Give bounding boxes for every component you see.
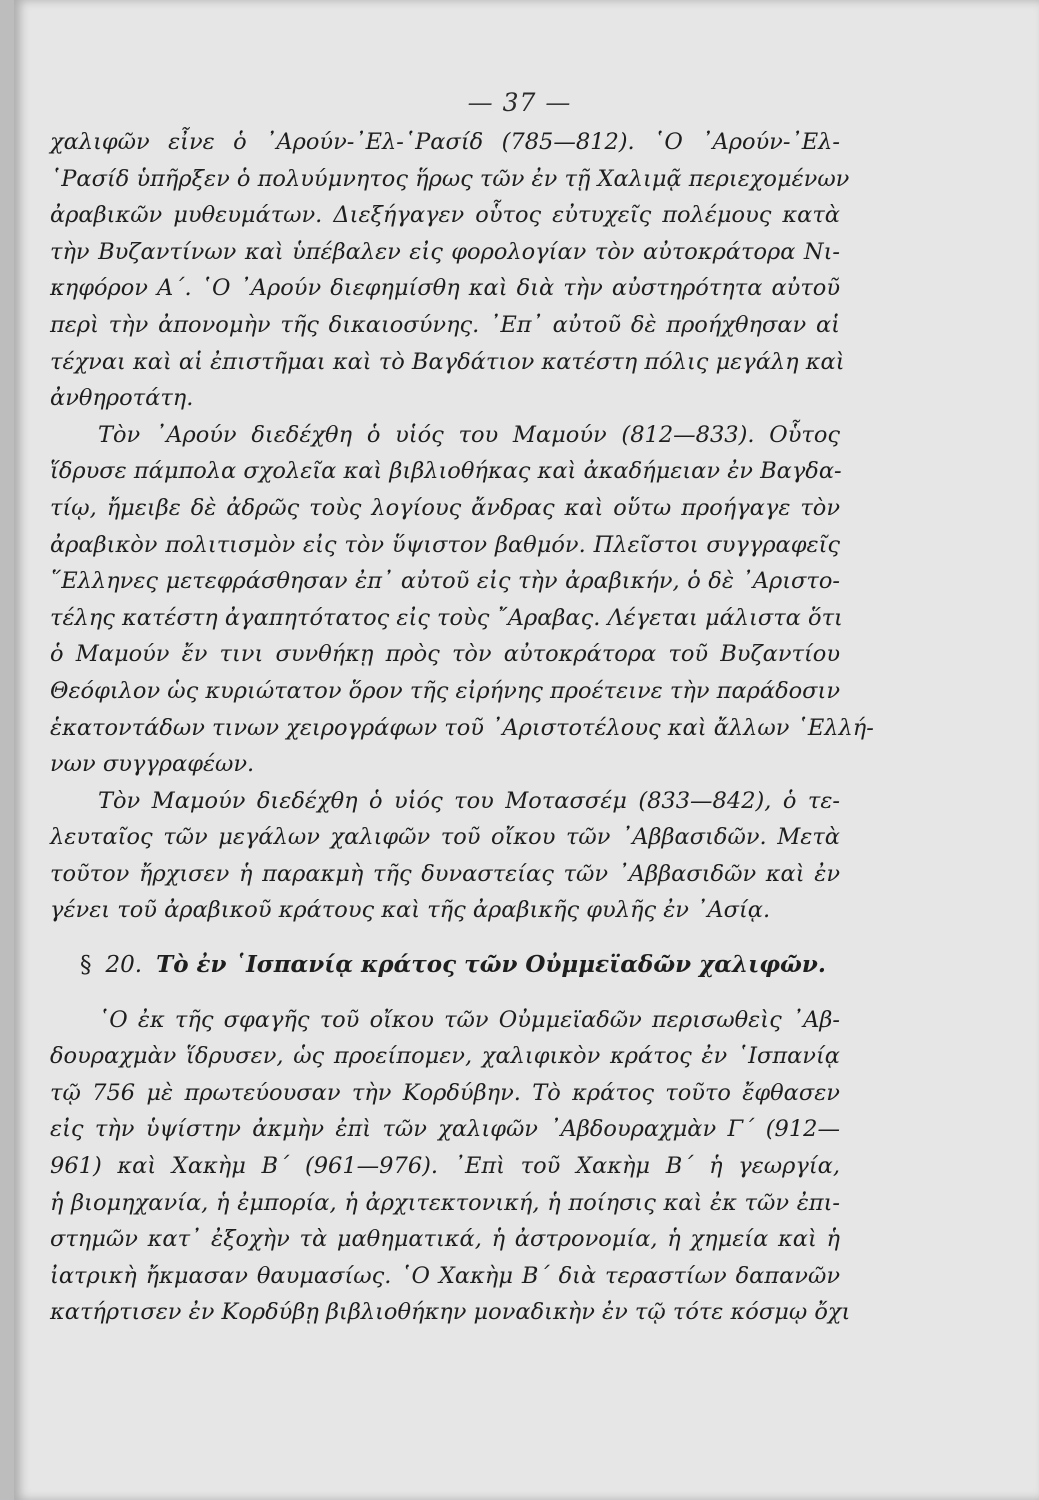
paragraph-3 [50, 783, 840, 929]
text-line: ἀραβικῶν μυθευμάτων. Διεξήγαγεν οὗτος εὐτυχεῖς πολέμους κατὰ [50, 202, 840, 229]
page-text [50, 124, 874, 1331]
text-line: τοῦτον ἤρχισεν ἡ παρακμὴ τῆς δυναστείας τῶν ᾿Αββασιδῶν καὶ ἐν [50, 860, 840, 887]
text-line: τίῳ, ἤμειβε δὲ ἀδρῶς τοὺς λογίους ἄνδρας καὶ οὕτω προήγαγε τὸν [50, 494, 840, 521]
paragraph-1 [50, 124, 850, 417]
text-line: Τὸν ᾿Αρούν διεδέχθη ὁ υἱός του Μαμούν (812—833). Οὗτος [98, 421, 840, 448]
text-line: δουραχμὰν ἵδρυσεν, ὡς προείπομεν, χαλιφικὸν κράτος ἐν ῾Ισπανίᾳ [50, 1043, 840, 1070]
text-line: εἰς τὴν ὑψίστην ἀκμὴν ἐπὶ τῶν χαλιφῶν ᾿Αβδουραχμὰν Γ΄ (912— [50, 1116, 840, 1143]
text-line: 961) καὶ Χακὴμ Β΄ (961—976). ᾿Επὶ τοῦ Χακὴμ Β΄ ἡ γεωργία, [50, 1153, 840, 1180]
text-line: λευταῖος τῶν μεγάλων χαλιφῶν τοῦ οἴκου τῶν ᾿Αββασιδῶν. Μετὰ [50, 824, 840, 851]
section-symbol: § [80, 952, 92, 979]
text-line: τέλης κατέστη ἀγαπητότατος εἰς τοὺς ῎Αραβας. Λέγεται μάλιστα ὅτι [50, 604, 843, 631]
text-line: ἀνθηροτάτη. [50, 385, 194, 412]
text-line: περὶ τὴν ἀπονομὴν τῆς δικαιοσύνης. ᾿Επ᾿ αὐτοῦ δὲ προήχθησαν αἱ [50, 311, 840, 338]
text-line: ἑκατοντάδων τινων χειρογράφων τοῦ ᾿Αριστοτέλους καὶ ἄλλων ῾Ελλή- [50, 714, 874, 741]
page-number-value: 37 [502, 88, 537, 117]
binding-edge [0, 0, 15, 1500]
text-line: γένει τοῦ ἀραβικοῦ κράτους καὶ τῆς ἀραβικῆς φυλῆς ἐν ᾿Ασίᾳ. [50, 897, 771, 924]
text-line: τῷ 756 μὲ πρωτεύουσαν τὴν Κορδύβην. Τὸ κράτος τοῦτο ἔφθασεν [50, 1079, 840, 1106]
text-line: ῞Ελληνες μετεφράσθησαν ἐπ᾿ αὐτοῦ εἰς τὴν ἀραβικήν, ὁ δὲ ᾿Αριστο- [50, 568, 840, 595]
text-line: τὴν Βυζαντίνων καὶ ὑπέβαλεν εἰς φορολογίαν τὸν αὐτοκράτορα Νι- [50, 238, 840, 265]
text-line: ὁ Μαμούν ἔν τινι συνθήκῃ πρὸς τὸν αὐτοκράτορα τοῦ Βυζαντίου [50, 641, 840, 668]
text-line: χαλιφῶν εἶνε ὁ ᾿Αρούν-᾿Ελ-῾Ρασίδ (785—812). ῾Ο ᾿Αρούν-᾿Ελ- [50, 129, 840, 155]
text-line: νων συγγραφέων. [50, 751, 255, 778]
section-title: Τὸ ἐν ῾Ισπανίᾳ κράτος τῶν Οὐμμεϊαδῶν χαλιφῶν. [156, 951, 826, 979]
text-line: ἀραβικὸν πολιτισμὸν εἰς τὸν ὕψιστον βαθμόν. Πλεῖστοι συγγραφεῖς [50, 531, 840, 558]
text-line: ῾Ρασίδ ὑπῆρξεν ὁ πολυύμνητος ἥρως τῶν ἐν τῇ Χαλιμᾷ περιεχομένων [50, 165, 850, 192]
text-line: Θεόφιλον ὡς κυριώτατον ὅρον τῆς εἰρήνης προέτεινε τὴν παράδοσιν [50, 677, 841, 704]
section-number: 20. [105, 952, 143, 979]
text-line: κατήρτισεν ἐν Κορδύβῃ βιβλιοθήκην μοναδικὴν ἐν τῷ τότε κόσμῳ ὄχι [50, 1299, 851, 1326]
paragraph-2 [50, 417, 874, 783]
text-line: ἰατρικὴ ἤκμασαν θαυμασίως. ῾Ο Χακὴμ Β΄ διὰ τεραστίων δαπανῶν [50, 1262, 840, 1289]
text-line: κηφόρον Α΄. ῾Ο ᾿Αρούν διεφημίσθη καὶ διὰ τὴν αὐστηρότητα αὐτοῦ [50, 275, 840, 302]
text-line: ἡ βιομηχανία, ἡ ἐμπορία, ἡ ἀρχιτεκτονική, ἡ ποίησις καὶ ἐκ τῶν ἐπι- [50, 1189, 840, 1216]
text-line: ῾Ο ἐκ τῆς σφαγῆς τοῦ οἴκου τῶν Οὐμμεϊαδῶν περισωθεὶς ᾿Αβ- [98, 1006, 840, 1033]
text-line: τέχναι καὶ αἱ ἐπιστῆμαι καὶ τὸ Βαγδάτιον κατέστη πόλις μεγάλη καὶ [50, 348, 845, 375]
text-line: στημῶν κατ᾿ ἐξοχὴν τὰ μαθηματικά, ἡ ἀστρονομία, ἡ χημεία καὶ ἡ [50, 1226, 840, 1253]
text-line: ἵδρυσε πάμπολα σχολεῖα καὶ βιβλιοθήκας καὶ ἀκαδήμειαν ἐν Βαγδα- [50, 458, 842, 485]
page-number: — 37 — [467, 88, 572, 117]
paragraph-4 [50, 1002, 851, 1331]
section-heading [50, 947, 840, 984]
text-line: Τὸν Μαμούν διεδέχθη ὁ υἱός του Μοτασσέμ (833—842), ὁ τε- [98, 787, 840, 814]
